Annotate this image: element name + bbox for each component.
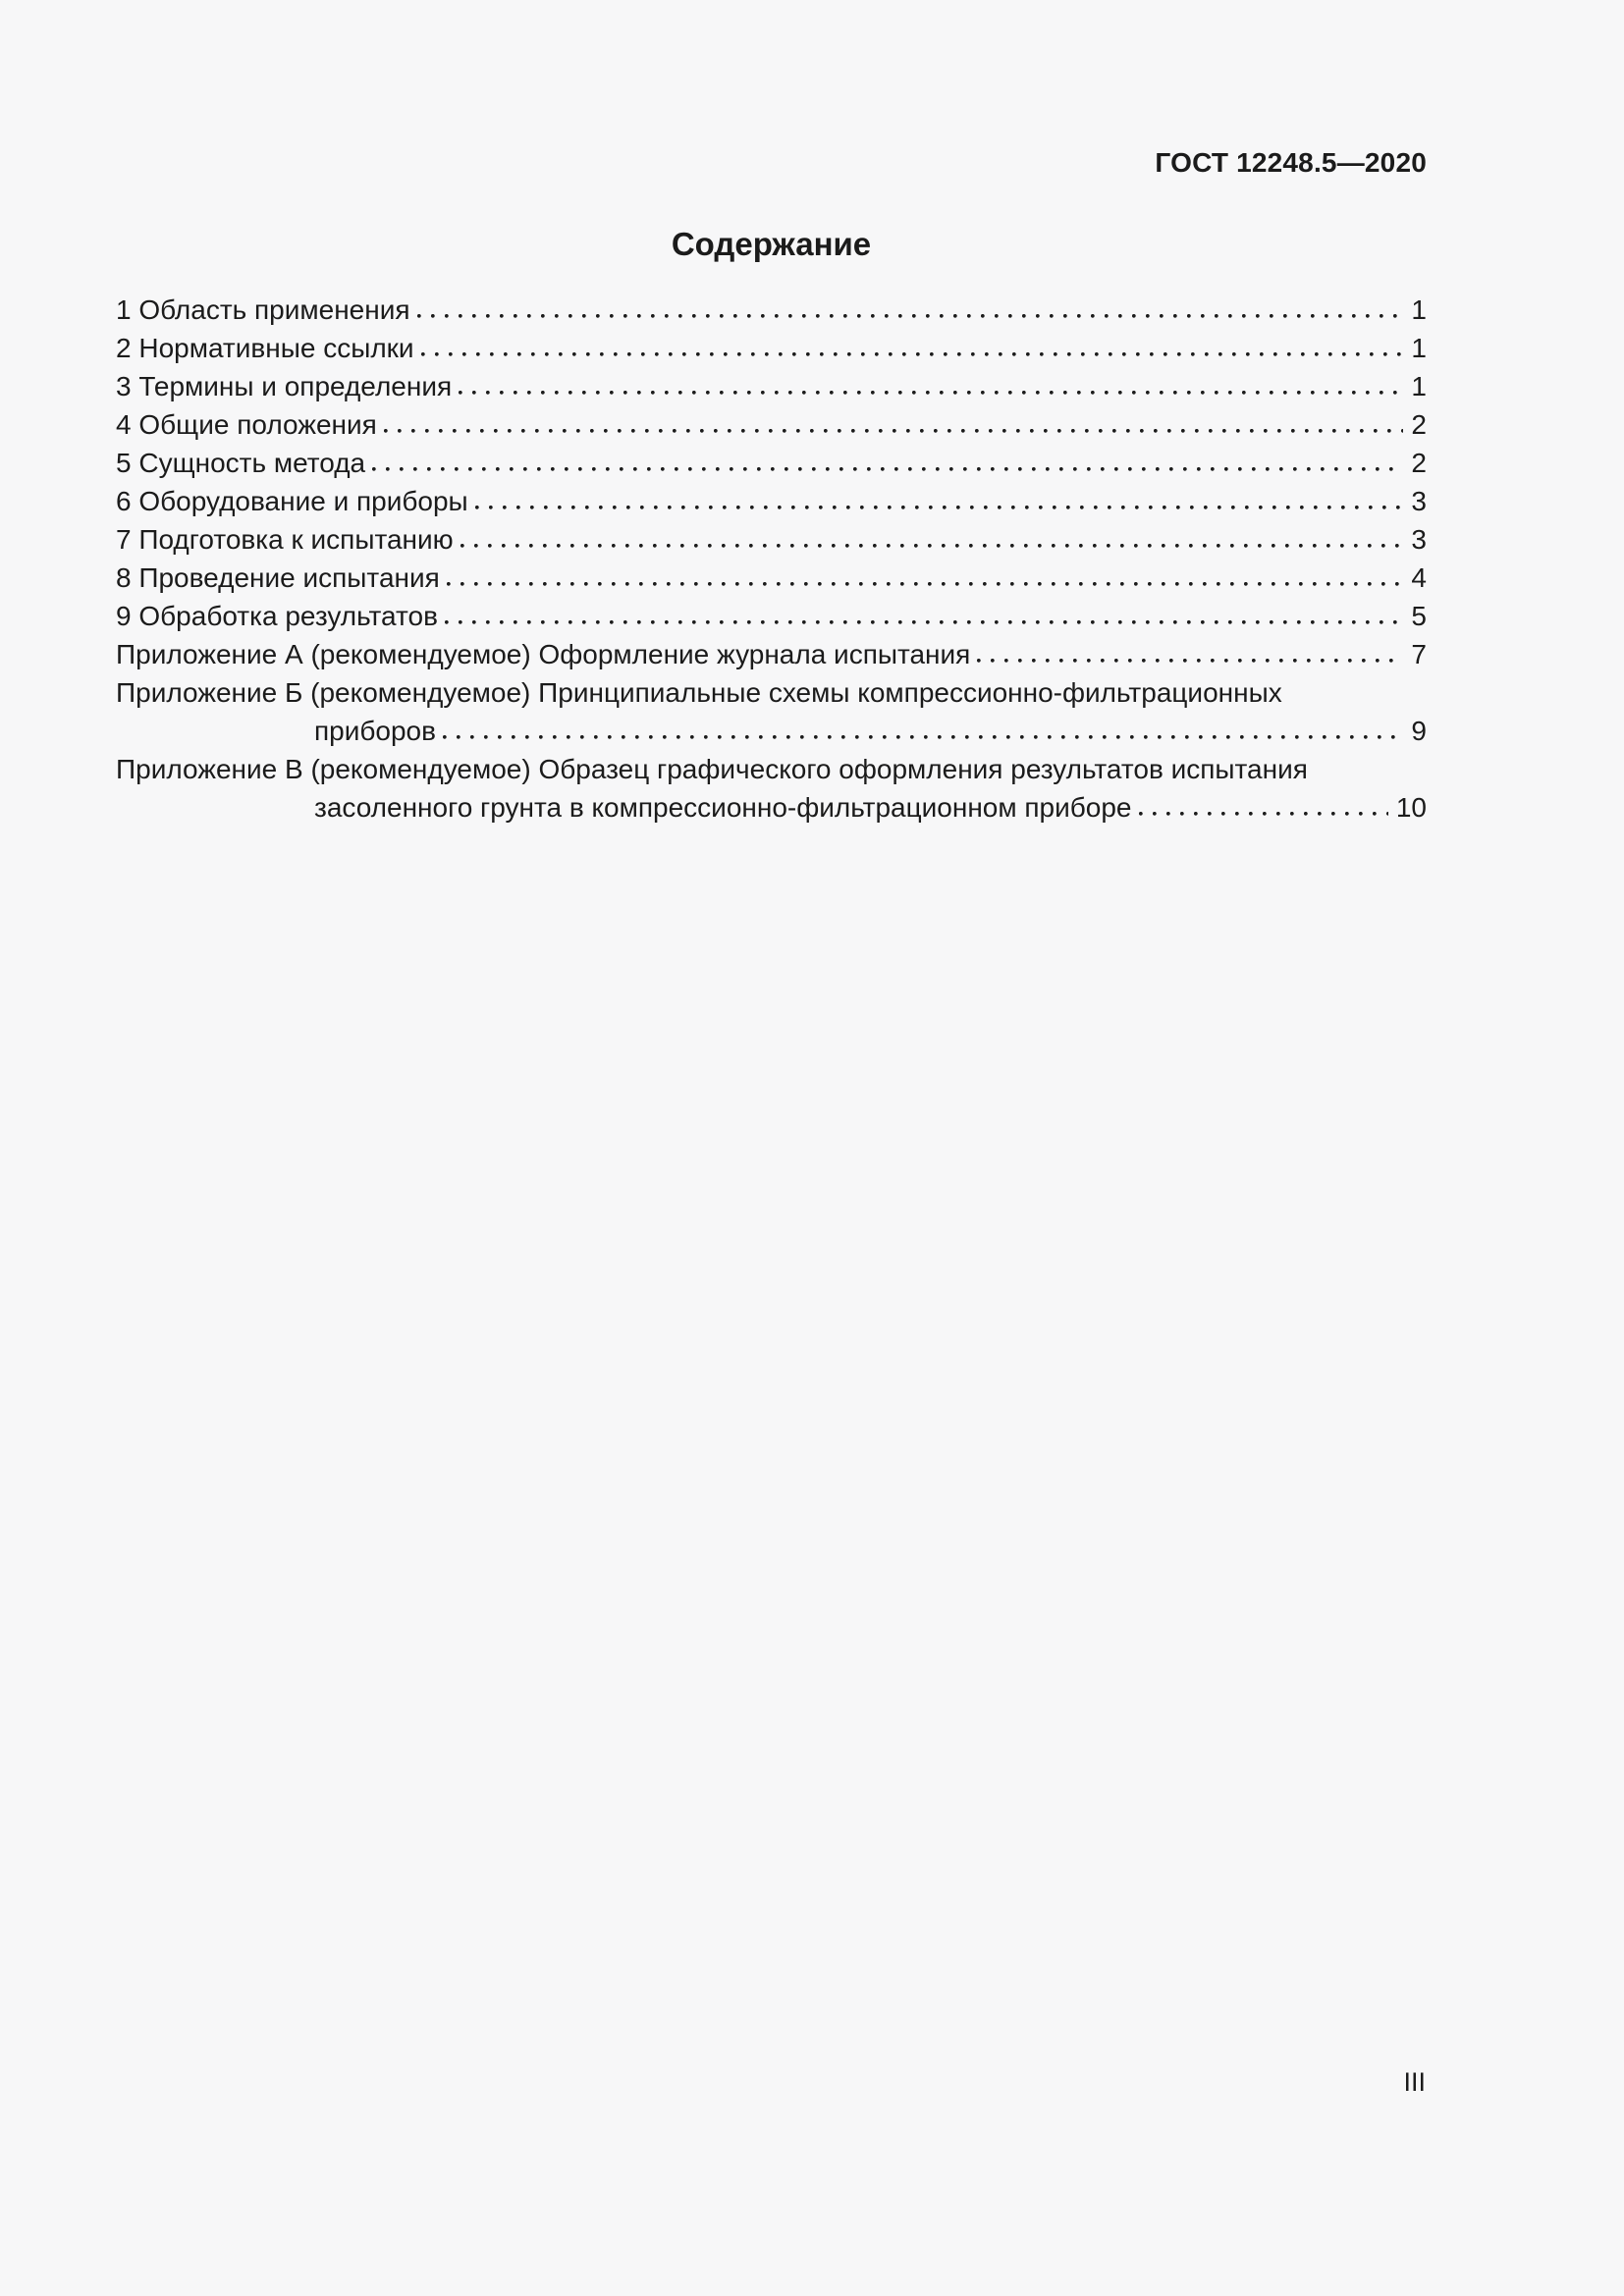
toc-entry-label: 4 Общие положения [116, 409, 377, 440]
toc-entry [116, 291, 1427, 329]
toc-entry-continuation [116, 712, 1427, 750]
toc-entry [116, 367, 1427, 405]
toc-entry-label: 6 Оборудование и приборы [116, 486, 468, 516]
toc-entry [116, 520, 1427, 559]
toc-entry-label: засоленного грунта в компрессионно-фильтрационном приборе [314, 792, 1132, 823]
toc-entry-label: 1 Область применения [116, 294, 410, 325]
toc-entry-page: 10 [1395, 792, 1427, 823]
dot-leader [977, 635, 1403, 673]
document-code: ГОСТ 12248.5—2020 [1155, 147, 1427, 178]
toc-entry [116, 635, 1427, 673]
toc-entry-label: 8 Проведение испытания [116, 562, 440, 593]
toc-entry-page: 7 [1411, 639, 1427, 669]
dot-leader [417, 291, 1404, 329]
toc-entry-page: 1 [1411, 294, 1427, 325]
toc-entry-page: 4 [1411, 562, 1427, 593]
dot-leader [384, 405, 1404, 444]
toc-entry-page: 2 [1411, 448, 1427, 478]
toc-entry [116, 750, 1427, 788]
toc-entry [116, 597, 1427, 635]
toc-entry [116, 673, 1427, 712]
toc-entry-label: 9 Обработка результатов [116, 601, 438, 631]
toc-entry [116, 405, 1427, 444]
toc-entry-page: 2 [1411, 409, 1427, 440]
dot-leader [1139, 788, 1388, 827]
toc-entry-continuation [116, 788, 1427, 827]
toc-entry [116, 559, 1427, 597]
toc-entry-page: 1 [1411, 333, 1427, 363]
toc-entry-label: 2 Нормативные ссылки [116, 333, 414, 363]
toc-entry-page: 3 [1411, 524, 1427, 555]
page-title: Содержание [671, 226, 872, 262]
toc-entry-page: 3 [1411, 486, 1427, 516]
toc-entry [116, 444, 1427, 482]
dot-leader [443, 712, 1403, 750]
table-of-contents [116, 291, 1427, 827]
toc-entry-page: 1 [1411, 371, 1427, 401]
toc-entry-label: Приложение А (рекомендуемое) Оформление журнала испытания [116, 639, 971, 669]
toc-entry [116, 482, 1427, 520]
dot-leader [421, 329, 1404, 367]
toc-entry-label: Приложение В (рекомендуемое) Образец графического оформления результатов испытания [116, 754, 1308, 784]
toc-entry-page: 9 [1411, 716, 1427, 746]
dot-leader [445, 597, 1403, 635]
dot-leader [447, 559, 1404, 597]
toc-entry-label: Приложение Б (рекомендуемое) Принципиальные схемы компрессионно-фильтрационных [116, 677, 1282, 708]
toc-entry-label: 3 Термины и определения [116, 371, 453, 401]
dot-leader [459, 367, 1403, 405]
page-number: III [1403, 2067, 1426, 2097]
toc-entry-label: 7 Подготовка к испытанию [116, 524, 454, 555]
toc-entry-page: 5 [1411, 601, 1427, 631]
toc-entry-label: приборов [314, 716, 437, 746]
dot-leader [372, 444, 1403, 482]
dot-leader [475, 482, 1404, 520]
toc-entry [116, 329, 1427, 367]
dot-leader [460, 520, 1404, 559]
toc-entry-label: 5 Сущность метода [116, 448, 366, 478]
